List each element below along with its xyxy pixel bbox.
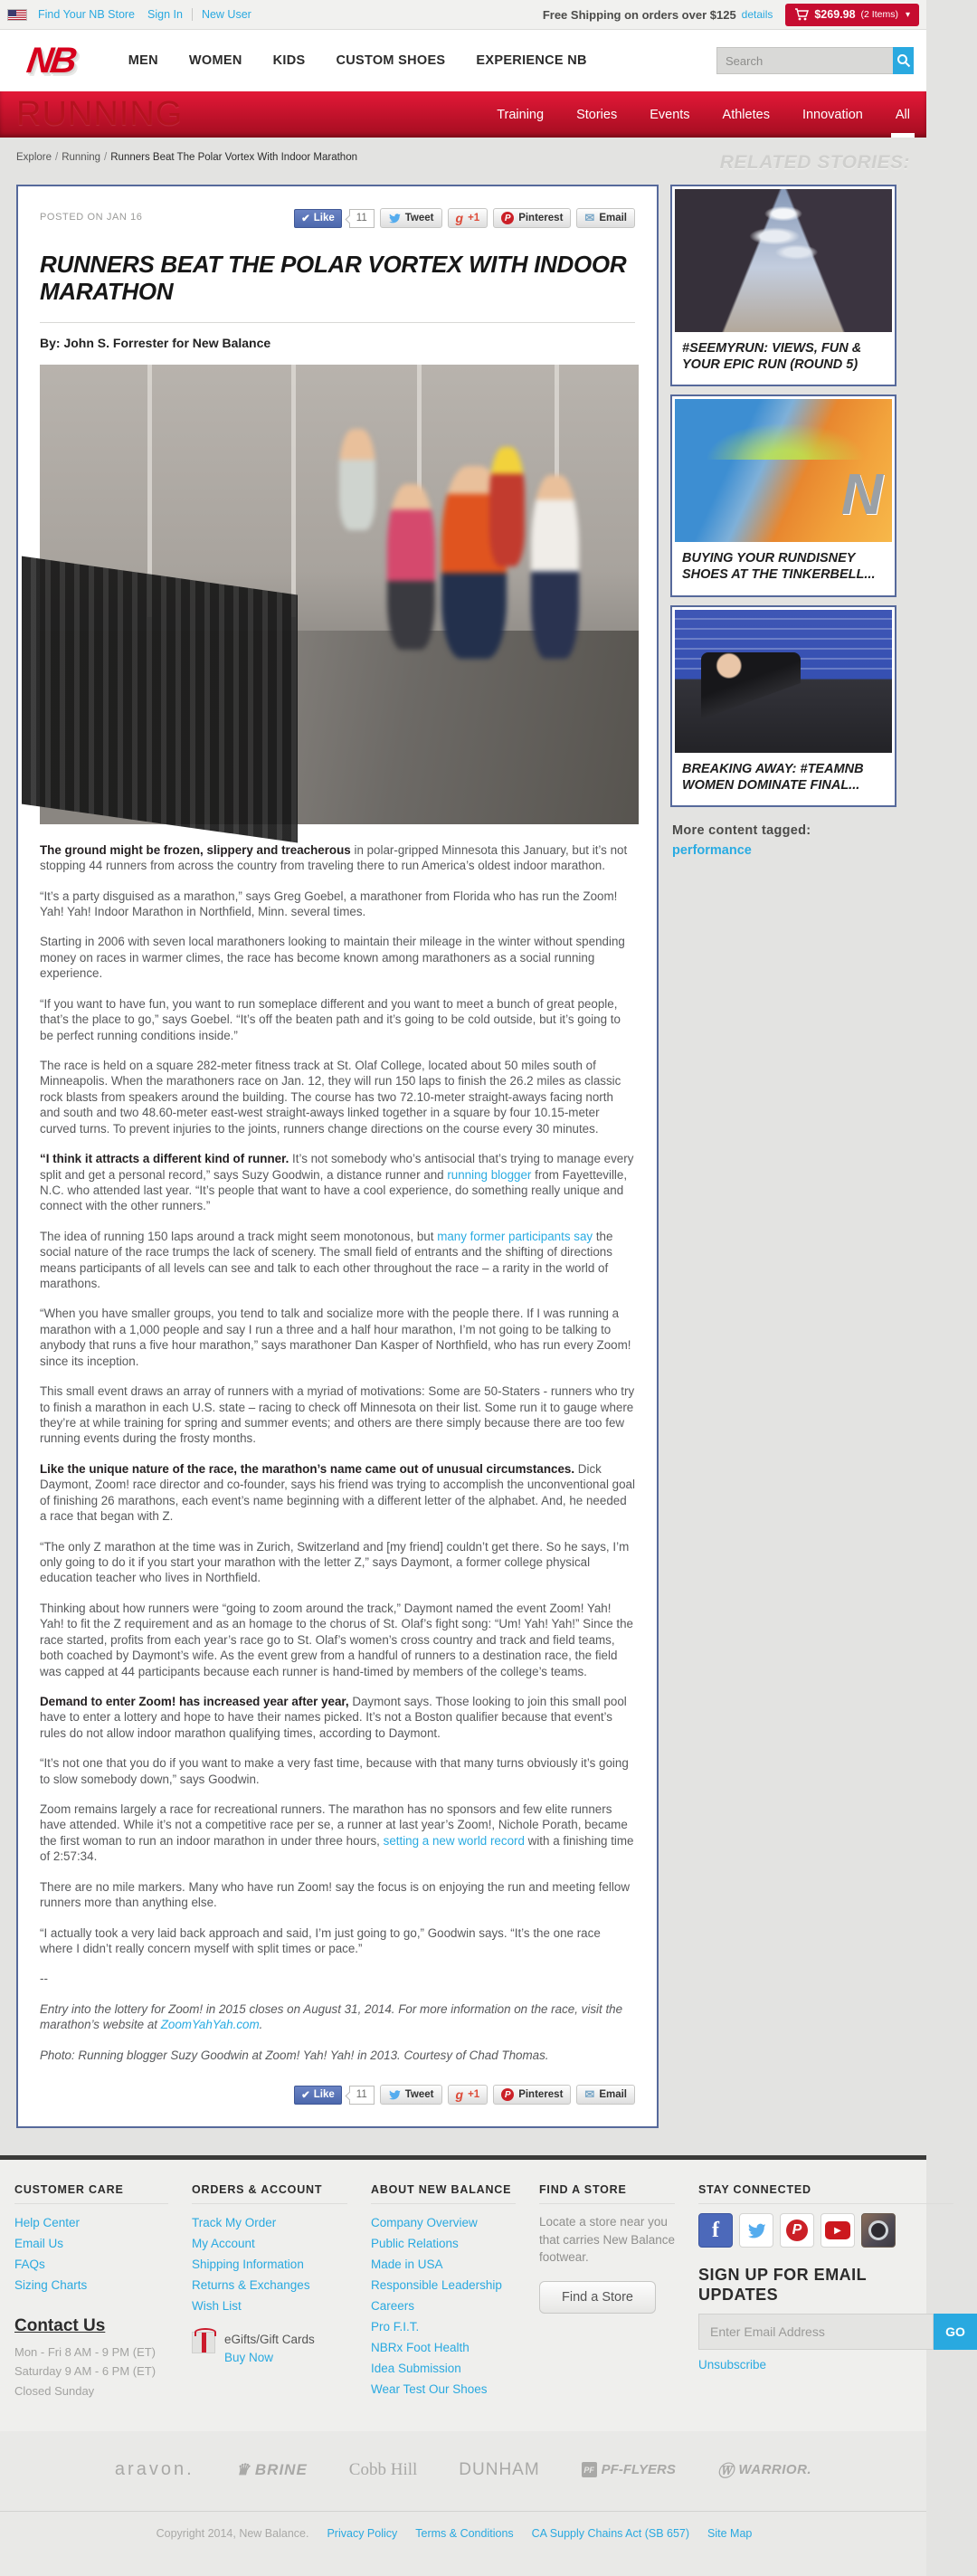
footer-link[interactable]: My Account [192,2237,255,2251]
article-text: from Fayetteville, N.C. who attended last year. “It’s people that want to have a cool experience, do something really unique and connect with the other runners.” [40,1167,628,1213]
circle-w-icon: Ⓦ [716,2461,735,2480]
nav-kids[interactable]: KIDS [272,53,306,68]
related-stories-sidebar [670,185,896,859]
copyright-row [0,2511,926,2576]
article-text: with a finishing time of 2:57:34. [40,1833,634,1864]
cart-items-count: (2 Items) [860,9,898,20]
email-field[interactable] [698,2314,934,2350]
divider [40,322,635,323]
footer-heading: ORDERS & ACCOUNT [192,2183,347,2204]
article-paragraph [40,996,635,1043]
tab-athletes[interactable]: Athletes [722,107,770,122]
nav-men[interactable]: MEN [128,53,158,68]
article-text: The ground might be frozen, slippery and treacherous [40,842,351,857]
pf-flyers-text: PF-FLYERS [601,2462,676,2478]
article-photo [40,365,639,824]
like-label: Like [313,213,335,223]
related-stories-heading: RELATED STORIES: [719,152,910,173]
legal-link[interactable]: Site Map [707,2526,753,2540]
facebook-like-button[interactable] [294,209,342,228]
article-text: Photo: Running blogger Suzy Goodwin at Zoom! Yah! Yah! in 2013. Courtesy of Chad Thomas. [40,2048,549,2062]
like-count[interactable]: 11 [349,209,375,228]
facebook-like-button[interactable] [294,2086,342,2105]
tab-all[interactable]: All [896,91,910,138]
store-hours: Closed Sunday [14,2383,95,2398]
article-text: “I think it attracts a different kind of runner. [40,1152,289,1166]
footer-link[interactable]: Company Overview [371,2216,478,2230]
breadcrumb-row [0,138,926,183]
article-text: Entry into the lottery for Zoom! in 2015 closes on August 31, 2014. For more information on the race, visit the marathon’s website at [40,2001,623,2032]
tag-performance-link[interactable]: performance [672,842,752,858]
article-text: Zoom remains largely a race for recreational runners. The marathon has no sponsors and few elite runners have attended. While it’s not a competitive race per se, a runner at last year’s Zoom!, Nichole Porath, became the first woman to run an indoor marathon in under three hours, [40,1802,628,1848]
warrior-logo [717,2458,811,2482]
article-paragraph [40,1879,635,1911]
nb-logo[interactable]: NB [24,40,77,81]
social-icons-row [698,2213,977,2248]
related-story-card[interactable] [670,394,896,596]
article-title: RUNNERS BEAT THE POLAR VORTEX WITH INDOOR MARATHON [40,251,627,305]
article-text: Dick Daymont, Zoom! race director and co-founder, says his friend was trying to accomplish the unconventional goal of finishing 26 marathons, each event’s name beginning with a different letter of the alphabet. And, he needed a race that began with Z. [40,1461,635,1524]
pf-flyers-logo [582,2462,676,2477]
footer-link[interactable]: FAQs [14,2257,45,2271]
pinterest-p: P [786,2220,808,2241]
find-store-text: Locate a store near you that carries New Balance footwear. [539,2215,676,2265]
article-paragraph [40,1971,635,1986]
tweet-button[interactable] [380,208,442,228]
gift-icon [192,2332,215,2353]
pinterest-icon[interactable] [780,2213,814,2248]
tab-training[interactable]: Training [497,107,545,122]
breadcrumb-separator: / [55,152,59,163]
email-share-button[interactable] [576,2085,635,2105]
article-text: There are no mile markers. Many who have run Zoom! say the focus is on enjoying the run and meeting fellow runners more than anything else. [40,1879,631,1910]
breadcrumb-explore[interactable]: Explore [16,152,52,163]
related-story-card[interactable] [670,605,896,807]
buy-now-link[interactable]: Buy Now [224,2350,274,2364]
article-paragraph [40,1058,635,1136]
footer-link[interactable]: Returns & Exchanges [192,2277,310,2292]
pinterest-icon: P [501,2088,514,2101]
footer-link[interactable]: Idea Submission [371,2361,461,2375]
article-text: “It’s a party disguised as a marathon,” says Greg Goebel, a marathoner from Florida who has run the Zoom! Yah! Yah! Indoor Marathon in Northfield, Minn. several times. [40,889,618,919]
footer-link[interactable]: Email Us [14,2237,64,2251]
footer-link[interactable]: Help Center [14,2216,81,2230]
pinterest-label: Pinterest [518,213,564,223]
article-paragraph [40,1151,635,1214]
footer-link[interactable]: Wish List [192,2298,242,2313]
article-paragraph [40,1694,635,1741]
top-utility-bar [0,0,926,30]
running-banner [0,91,926,138]
twitter-bird-icon [388,2089,401,2100]
footer-link[interactable]: Careers [371,2298,415,2313]
cart-icon [794,8,809,21]
legal-link[interactable]: Privacy Policy [327,2526,398,2540]
crown-icon: ♛ [235,2460,251,2478]
email-signup-heading: SIGN UP FOR EMAIL UPDATES [698,2266,867,2304]
tab-stories[interactable]: Stories [576,107,618,122]
pinterest-button[interactable] [493,2085,571,2105]
contact-us-link[interactable]: Contact Us [14,2315,106,2335]
story-caption: #SEEMYRUN: VIEWS, FUN & YOUR EPIC RUN (ROUND 5) [682,341,862,373]
story-caption: BREAKING AWAY: #TEAMNB WOMEN DOMINATE FINAL... [682,761,864,793]
sign-in-link[interactable]: Sign In [147,8,183,21]
footer-heading: ABOUT NEW BALANCE [371,2183,516,2204]
google-plus-one-button[interactable] [448,208,488,228]
breadcrumb-running[interactable]: Running [62,152,101,163]
photo-railing [22,556,298,843]
tweet-label: Tweet [404,213,434,223]
store-hours: Mon - Fri 8 AM - 9 PM (ET) [14,2344,157,2359]
footer-heading: STAY CONNECTED [698,2183,953,2204]
footer-heading: CUSTOMER CARE [14,2183,168,2204]
article-paragraph [40,1601,635,1679]
search-input[interactable] [716,47,893,74]
cart-total: $269.98 [814,8,856,21]
article-text: “If you want to have fun, you want to run someplace different and you want to meet a bunch of great people, that’s the place to go,” says Goebel. “It’s off the beaten path and it’s going to be cold outside, but it’s going to be perfect running conditions inside.” [40,996,621,1042]
unsubscribe-link[interactable]: Unsubscribe [698,2358,767,2372]
article-text: The race is held on a square 282-meter fitness track at St. Olaf College, located about 50 miles south of Minneapolis. When the marathoners race on Jan. 12, they will run 150 laps to finish the 26.2 miles as classic rock blasts from speakers around the building. The course has two 72.10-meter straight-aways facing north and south and two 48.60-meter east-west straight-aways linked together in a square by four 10.15-meter curved turns. To prevent injuries to the joints, runners change directions on the course every 30 minutes. [40,1059,621,1136]
us-flag-icon [7,9,27,21]
like-label: Like [313,2089,335,2101]
article-byline: By: John S. Forrester for New Balance [40,335,271,350]
copyright-text: Copyright 2014, New Balance. [156,2526,309,2540]
footer-find-store [539,2183,698,2400]
article-link[interactable]: many former participants say [437,1229,593,1243]
search-icon [896,53,911,68]
more-tagged-block [672,823,896,859]
youtube-icon[interactable] [820,2213,855,2248]
pf-badge-icon: PF [582,2462,597,2477]
gift-cards-label: eGifts/Gift Cards [224,2332,315,2346]
footer-link[interactable]: Sizing Charts [14,2277,88,2292]
more-tagged-label: More content tagged: [672,822,811,838]
footer-link[interactable]: Pro F.I.T. [371,2319,420,2334]
envelope-icon: ✉ [584,211,595,224]
footer-customer-care [14,2183,192,2400]
check-icon: ✔ [301,2090,310,2102]
footer-link[interactable]: Shipping Information [192,2257,304,2271]
article-text: Thinking about how runners were “going to zoom around the track,” Daymont named the event Zoom! Yah! Yah! to fit the Z requirement and as an homage to the chorus of St. Olaf’s fight song: “Um! Yah! Yah!” Since the race started, profits from each year’s race go to St. Olaf’s women’s cross country and track and field teams, both coached by Daymont’s wife. As the event grew from a handful of runners to a destination race, the field was capped at 44 participants because each runner is hand-timed by members of the college’s teams. [40,1601,634,1678]
article-text: “I actually took a very laid back approach and said, I’m just going to go,” Goodwin says. “It’s the one race where I didn’t really concern myself with split times or pace.” [40,1925,601,1955]
nav-women[interactable]: WOMEN [188,53,242,68]
article-text: in polar-gripped Minnesota this January, but it’s not stopping 44 runners from across the country from traveling there to run America’s oldest indoor marathon. [40,842,628,873]
find-a-store-button[interactable]: Find a Store [539,2281,656,2314]
article-text: The idea of running 150 laps around a track might seem monotonous, but [40,1229,438,1243]
tab-innovation[interactable]: Innovation [802,107,863,122]
nav-custom-shoes[interactable]: CUSTOM SHOES [336,53,446,68]
article-text: Starting in 2006 with seven local marathoners looking to maintain their mileage in the winter without spending money on races in warmer climes, the race has become known among marathoners as a social running experience. [40,935,625,981]
facebook-icon[interactable]: f [698,2213,733,2248]
article-paragraph [40,1925,635,1957]
google-g-icon: g [455,211,464,225]
related-story-card[interactable] [670,185,896,386]
footer-stay-connected [698,2183,977,2400]
like-count[interactable]: 11 [349,2086,375,2105]
story-image-track [675,610,892,753]
email-label: Email [599,213,627,223]
footer-heading: FIND A STORE [539,2183,675,2204]
article-paragraph [40,2048,635,2063]
dunham-logo: DUNHAM [459,2459,540,2479]
article-text: “It’s not one that you do if you want to make a very fast time, because with that many turns obviously it’s going to slow somebody down,” says Goodwin. [40,1756,629,1786]
store-hours: Saturday 9 AM - 6 PM (ET) [14,2364,157,2379]
promo-details-link[interactable]: details [741,8,773,21]
story-image-shoe [675,399,892,542]
breadcrumb-separator: / [104,152,108,163]
article-text: This small event draws an array of runners with a myriad of motivations: Some are 50-Staters - runners who try to finish a marathon in each U.S. state – racing to check off Minnesota on their list. Some run it to gauge where they’re at while training for spring and summer events; and others are there simply because there are too few running events during the frosty months. [40,1384,635,1446]
new-user-link[interactable]: New User [201,8,251,21]
article-paragraph [40,889,635,920]
share-buttons-top [294,208,635,228]
go-button[interactable]: GO [934,2314,977,2350]
article-text: -- [40,1972,48,1986]
footer-link[interactable]: Made in USA [371,2257,443,2271]
article-paragraph [40,842,635,874]
footer-link[interactable]: Wear Test Our Shoes [371,2381,488,2396]
site-header [0,30,926,91]
share-buttons-bottom-row [40,2085,635,2105]
section-nav [497,91,910,138]
article-text: Demand to enter Zoom! has increased year after year, [40,1694,349,1708]
email-share-button[interactable] [576,208,635,228]
site-footer [0,2155,965,2575]
article-text: It’s not somebody who’s antisocial that’s trying to manage every split and get a personal record,” says Suzy Goodwin, a distance runner and [40,1152,634,1182]
article-text: . [259,2018,263,2032]
pinterest-button[interactable] [493,208,571,228]
posted-date: POSTED ON JAN 16 [40,212,143,223]
breadcrumb [16,152,357,163]
brine-text: BRINE [254,2460,308,2478]
nav-experience-nb[interactable]: EXPERIENCE NB [476,53,587,68]
tab-events[interactable]: Events [650,107,690,122]
article-text: “The only Z marathon at the time was in Zurich, Switzerland and [my friend] couldn’t get there. So he says, I’m only going to do it if you start your marathon with the letter Z,” says Daymont, a former college physical education teacher who lives in Northfield. [40,1539,630,1585]
footer-link[interactable]: Public Relations [371,2237,459,2251]
article-link[interactable]: running blogger [447,1167,532,1182]
article-card [16,185,659,2128]
footer-about [371,2183,539,2400]
google-plus-one-button[interactable] [448,2085,488,2105]
footer-link[interactable]: NBRx Foot Health [371,2340,470,2354]
envelope-icon: ✉ [584,2087,595,2102]
article-link[interactable]: ZoomYahYah.com [160,2018,260,2032]
tweet-label: Tweet [404,2089,434,2101]
chevron-down-icon: ▾ [905,9,910,20]
article-paragraph [40,1461,635,1525]
pinterest-label: Pinterest [518,2089,564,2101]
article-text: Daymont says. Those looking to join this small pool have to enter a lottery and hope to have their names picked. It’s not a Boston qualifier because that event’s rules do not allow indoor marathon qualifying times, according to Daymont. [40,1694,627,1740]
article-body [40,842,635,2063]
legal-link[interactable]: Terms & Conditions [415,2526,514,2540]
story-caption: BUYING YOUR RUNDISNEY SHOES AT THE TINKERBELL... [682,551,876,583]
aravon-logo: aravon. [114,2459,194,2480]
article-paragraph [40,1229,635,1292]
plus-one-label: +1 [468,213,480,223]
pinterest-icon: P [501,212,514,224]
article-paragraph [40,1383,635,1447]
cart-button[interactable] [785,4,919,26]
divider [192,8,193,21]
breadcrumb-current: Runners Beat The Polar Vortex With Indoor Marathon [110,152,357,163]
email-label: Email [599,2089,627,2101]
check-icon: ✔ [301,214,310,224]
brand-logos-row [0,2431,926,2511]
search-box [716,47,914,74]
main-nav [128,53,587,68]
article-paragraph [40,1539,635,1586]
article-text: Like the unique nature of the race, the marathon’s name came out of unusual circumstances. [40,1461,575,1476]
footer-link[interactable]: Responsible Leadership [371,2277,502,2292]
content-area [0,183,926,2155]
article-text: “When you have smaller groups, you tend to talk and socialize more with the people there. If I was running a marathon with a 1,000 people and say I run a three and a half hour marathon, I’m not going to be talking to anybody that runs a five hour marathon,” says marathoner Dan Kasper of Northfield, who has run every Zoom! since its inception. [40,1307,631,1368]
article-paragraph [40,1755,635,1787]
plus-one-label: +1 [468,2089,480,2101]
share-buttons-bottom [294,2085,635,2105]
free-shipping-promo: Free Shipping on orders over $125 [542,7,736,22]
google-g-icon: g [455,2087,464,2103]
article-paragraph [40,1801,635,1865]
article-text: the social nature of the race trumps the lack of scenery. The small field of entrants and the shifting of directions means participants of all levels can see and talk to each other throughout the race – a rarity in the world of marathons. [40,1229,613,1291]
legal-link[interactable]: CA Supply Chains Act (SB 657) [531,2526,690,2540]
twitter-icon[interactable] [739,2213,773,2248]
search-button[interactable] [893,47,914,74]
article-paragraph [40,1306,635,1369]
brine-logo [236,2461,308,2479]
tweet-button[interactable] [380,2085,442,2105]
article-link[interactable]: setting a new world record [383,1833,525,1848]
warrior-text: WARRIOR. [738,2462,812,2478]
twitter-bird-icon [388,213,401,223]
cobb-hill-logo: Cobb Hill [348,2459,418,2479]
article-paragraph [40,2001,635,2033]
find-store-link[interactable]: Find Your NB Store [38,8,136,21]
article-paragraph [40,934,635,981]
story-image-trees [675,189,892,332]
play-icon: ▶ [825,2221,850,2239]
email-signup-row [698,2314,977,2350]
footer-orders-account [192,2183,371,2400]
footer-link[interactable]: Track My Order [192,2216,277,2230]
instagram-icon[interactable] [861,2213,896,2248]
section-title: RUNNING [16,95,184,133]
